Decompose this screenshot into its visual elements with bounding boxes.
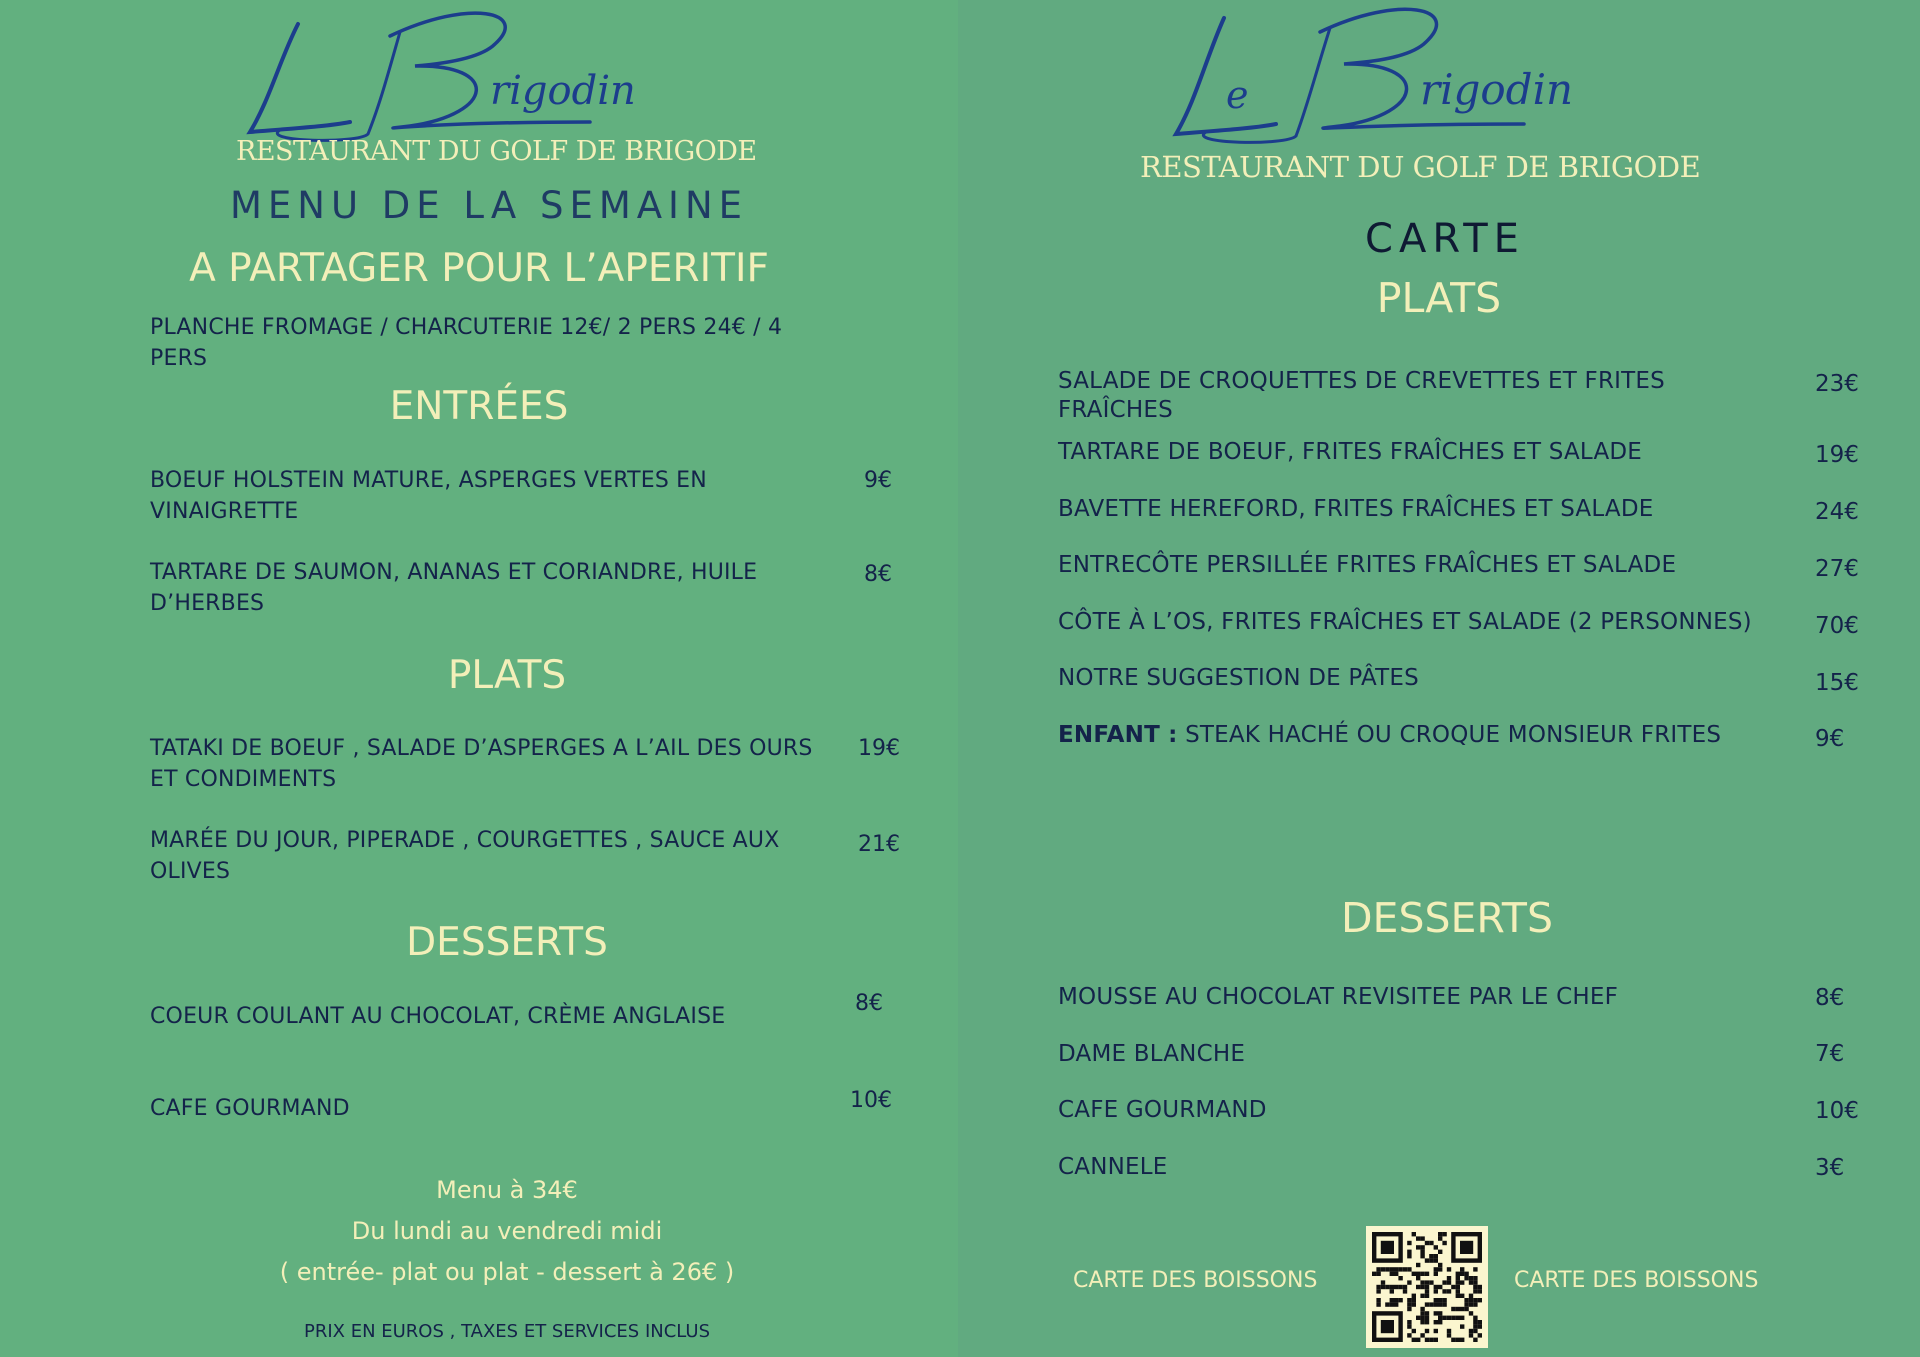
carte-page [958, 0, 1920, 1357]
kids-dish: STEAK HACHÉ OU CROQUE MONSIEUR FRITES [1177, 722, 1722, 748]
kids-menu-item [1058, 720, 1721, 751]
item-price: 19€ [1815, 442, 1859, 468]
plats-heading: PLATS [1376, 274, 1502, 322]
item-price: 8€ [864, 562, 892, 587]
list-item: TARTARE DE SAUMON, ANANAS ET CORIANDRE, HUILE D’HERBES [150, 560, 758, 616]
item-price: 23€ [1815, 371, 1859, 397]
item-price: 10€ [1815, 1098, 1859, 1124]
svg-text:rigodin: rigodin [490, 68, 636, 114]
list-item: COEUR COULANT AU CHOCOLAT, CRÈME ANGLAISE [150, 1004, 726, 1029]
menu-title: MENU DE LA SEMAINE [229, 184, 749, 227]
formula-price: Menu à 34€ [436, 1176, 578, 1204]
list-item: DAME BLANCHE [1058, 1041, 1246, 1067]
price-footer: PRIX EN EUROS , TAXES ET SERVICES INCLUS [303, 1321, 711, 1342]
item-price: 15€ [1815, 670, 1859, 696]
aperitif-line-2: PERS [150, 346, 208, 371]
list-item: MARÉE DU JOUR, PIPERADE , COURGETTES , SAUCE AUX OLIVES [150, 828, 780, 884]
item-price: 8€ [855, 991, 883, 1016]
svg-text:rigodin: rigodin [1420, 65, 1574, 114]
drinks-menu-link-right[interactable]: CARTE DES BOISSONS [1514, 1268, 1759, 1293]
plats-heading: PLATS [447, 653, 567, 698]
qr-code-icon [1372, 1232, 1482, 1342]
restaurant-subtitle: RESTAURANT DU GOLF DE BRIGODE [236, 136, 757, 167]
drinks-qr-code[interactable] [1366, 1226, 1488, 1348]
item-price: 10€ [850, 1088, 892, 1113]
item-price: 70€ [1815, 613, 1859, 639]
list-item: BAVETTE HEREFORD, FRITES FRAÎCHES ET SALADE [1058, 496, 1654, 522]
item-price: 9€ [864, 468, 892, 493]
list-item: SALADE DE CROQUETTES DE CREVETTES ET FRITES FRAÎCHES [1058, 368, 1665, 423]
list-item: CÔTE À L’OS, FRITES FRAÎCHES ET SALADE (2 PERSONNES) [1058, 609, 1752, 635]
item-price: 27€ [1815, 556, 1859, 582]
formula-detail: ( entrée- plat ou plat - dessert à 26€ ) [279, 1258, 735, 1286]
logo-script-mark [240, 4, 670, 144]
item-price: 9€ [1815, 726, 1845, 752]
kids-label: ENFANT : [1058, 722, 1178, 748]
desserts-heading: DESSERTS [406, 920, 608, 965]
item-price: 19€ [858, 736, 900, 761]
restaurant-subtitle: RESTAURANT DU GOLF DE BRIGODE [1140, 150, 1701, 184]
list-item: TATAKI DE BOEUF , SALADE D’ASPERGES A L’AIL DES OURS ET CONDIMENTS [150, 736, 813, 792]
list-item: CAFE GOURMAND [150, 1096, 350, 1121]
weekly-menu-page [0, 0, 958, 1357]
item-price: 3€ [1815, 1155, 1845, 1181]
list-item: CAFE GOURMAND [1058, 1097, 1267, 1123]
formula-days: Du lundi au vendredi midi [351, 1217, 663, 1245]
list-item: BOEUF HOLSTEIN MATURE, ASPERGES VERTES EN VINAIGRETTE [150, 468, 707, 524]
item-price: 21€ [858, 832, 900, 857]
list-item: TARTARE DE BOEUF, FRITES FRAÎCHES ET SALADE [1058, 439, 1643, 465]
entrees-heading: ENTRÉES [389, 384, 569, 429]
brigodin-logo [1164, 0, 1604, 148]
item-price: 7€ [1815, 1041, 1845, 1067]
list-item: MOUSSE AU CHOCOLAT REVISITEE PAR LE CHEF [1058, 984, 1619, 1010]
item-price: 24€ [1815, 499, 1859, 525]
brigodin-logo [240, 4, 670, 144]
list-item: ENTRECÔTE PERSILLÉE FRITES FRAÎCHES ET SALADE [1058, 552, 1677, 578]
drinks-menu-link-left[interactable]: CARTE DES BOISSONS [1073, 1268, 1318, 1293]
item-price: 8€ [1815, 985, 1845, 1011]
menu-formula [0, 1170, 986, 1293]
aperitif-item [150, 312, 850, 374]
aperitif-heading: A PARTAGER POUR L’APERITIF [189, 246, 769, 291]
list-item: NOTRE SUGGESTION DE PÂTES [1058, 665, 1419, 691]
carte-title: CARTE [1365, 216, 1525, 262]
logo-script-mark [1164, 0, 1604, 148]
desserts-heading: DESSERTS [1340, 894, 1553, 942]
aperitif-line-1: PLANCHE FROMAGE / CHARCUTERIE 12€/ 2 PERS 24€ / 4 [150, 315, 783, 340]
svg-text:e: e [1226, 73, 1249, 117]
list-item: CANNELE [1058, 1154, 1168, 1180]
